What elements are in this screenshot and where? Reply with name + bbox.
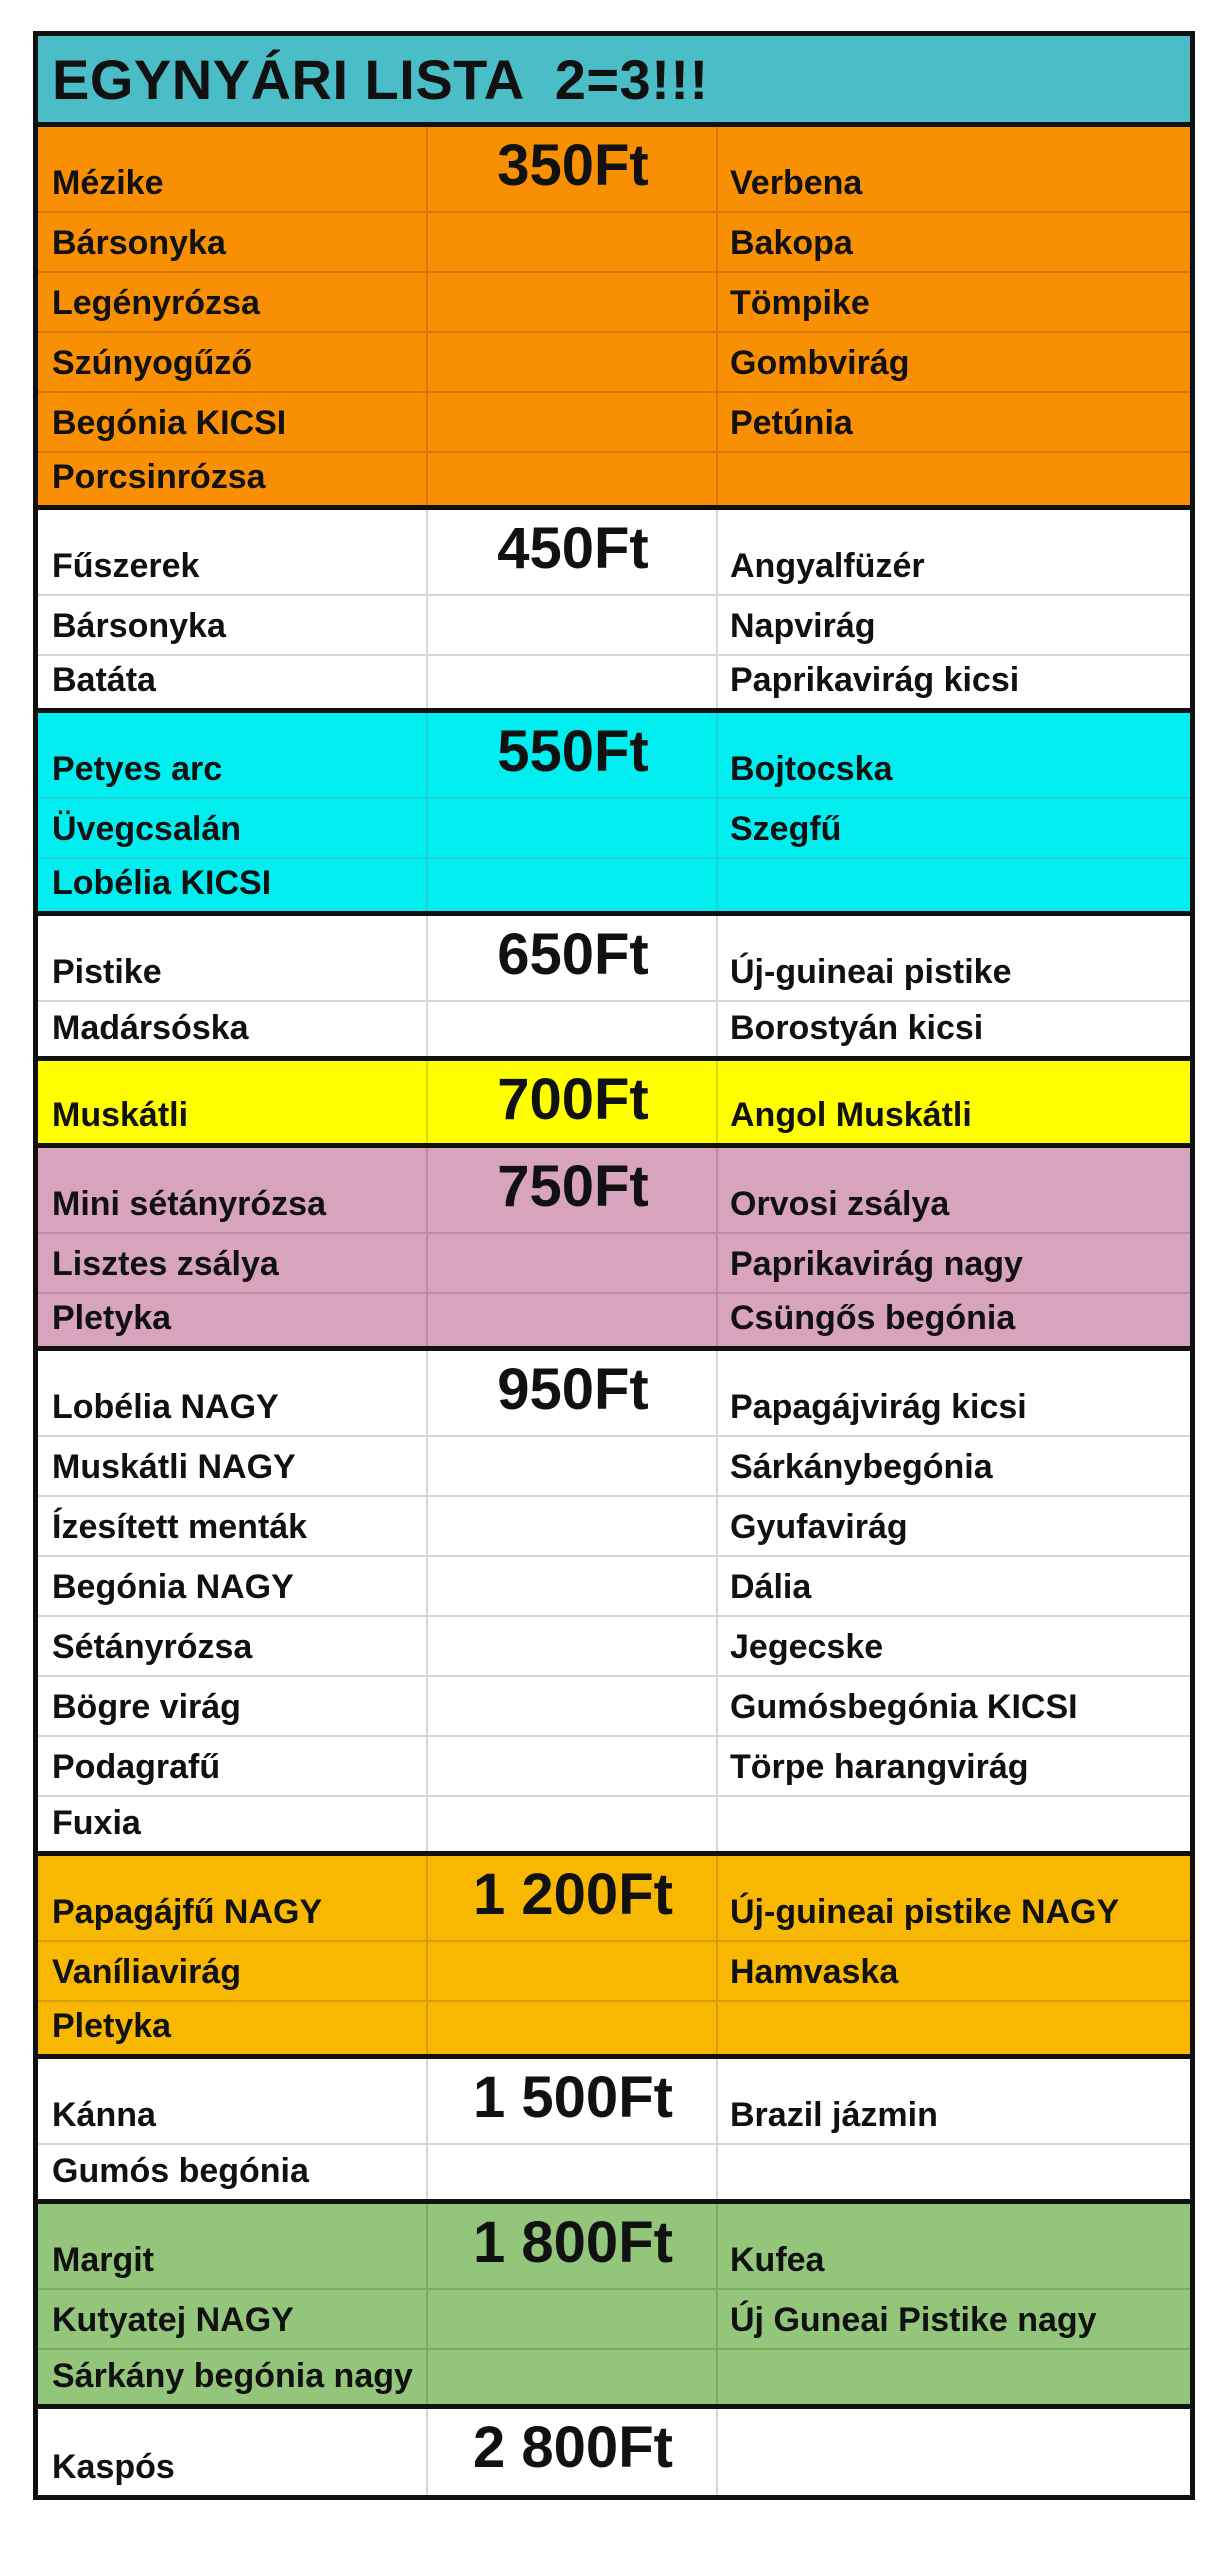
table-row [38, 1435, 1190, 1495]
price-section [38, 916, 1190, 1061]
price-column-cell [428, 656, 718, 708]
price-column-cell [428, 596, 718, 654]
table-row [38, 1615, 1190, 1675]
plant-name-left: Pletyka [38, 1294, 428, 1346]
plant-name-left: Mini sétányrózsa [38, 1148, 428, 1232]
plant-name-left: Pletyka [38, 2002, 428, 2054]
plant-name-right: Csüngős begónia [730, 1299, 1016, 1337]
price-section [38, 1856, 1190, 2059]
plant-name-right [718, 2002, 1190, 2054]
table-row [38, 510, 1190, 594]
plant-name-left: Sárkány begónia nagy [38, 2350, 428, 2404]
plant-name-left: Bögre virág [38, 1677, 428, 1735]
plant-name-left: Bársonyka [38, 596, 428, 654]
price-column-cell [428, 1497, 718, 1555]
plant-name-right: Brazil jázmin [730, 2096, 938, 2134]
price-column-cell [428, 2145, 718, 2199]
price-column-cell [428, 799, 718, 857]
price-label: 550Ft [497, 719, 649, 784]
table-row [38, 2143, 1190, 2199]
table-row [38, 1555, 1190, 1615]
plant-name-left: Madársóska [38, 1002, 428, 1056]
price-section [38, 1351, 1190, 1856]
plant-name-right: Kufea [730, 2241, 825, 2279]
plant-name-right: Borostyán kicsi [730, 1009, 984, 1047]
table-row [38, 331, 1190, 391]
plant-name-right: Dália [730, 1568, 812, 1606]
plant-name-right: Orvosi zsálya [730, 1185, 950, 1223]
table-row [38, 391, 1190, 451]
price-column-cell [428, 1677, 718, 1735]
price-column-cell [428, 127, 718, 211]
price-column-cell [428, 1856, 718, 1940]
price-section [38, 1148, 1190, 1351]
price-label: 350Ft [497, 133, 649, 198]
price-column-cell [428, 273, 718, 331]
plant-name-right: Tömpike [730, 284, 870, 322]
plant-name-left: Kaspós [38, 2409, 428, 2495]
plant-name-left: Üvegcsalán [38, 799, 428, 857]
table-row [38, 451, 1190, 505]
table-row [38, 654, 1190, 708]
table-row [38, 916, 1190, 1000]
table-row [38, 211, 1190, 271]
price-column-cell [428, 1234, 718, 1292]
price-column-cell [428, 1148, 718, 1232]
price-section [38, 510, 1190, 713]
table-row [38, 1675, 1190, 1735]
price-column-cell [428, 1617, 718, 1675]
price-label: 700Ft [497, 1067, 649, 1132]
plant-name-left: Legényrózsa [38, 273, 428, 331]
table-row [38, 1000, 1190, 1056]
price-label: 1 500Ft [473, 2065, 673, 2130]
price-column-cell [428, 2350, 718, 2404]
price-label: 650Ft [497, 922, 649, 987]
plant-name-right: Paprikavirág kicsi [730, 661, 1020, 699]
plant-name-right: Bakopa [730, 224, 853, 262]
plant-name-left: Muskátli NAGY [38, 1437, 428, 1495]
plant-name-left: Podagrafű [38, 1737, 428, 1795]
plant-name-right: Törpe harangvirág [730, 1748, 1029, 1786]
plant-name-right: Papagájvirág kicsi [730, 1388, 1027, 1426]
price-list-table [33, 31, 1195, 2500]
plant-name-right: Gyufavirág [730, 1508, 908, 1546]
price-column-cell [428, 510, 718, 594]
table-row [38, 857, 1190, 911]
table-row [38, 1061, 1190, 1143]
table-row [38, 2409, 1190, 2495]
plant-name-left: Lisztes zsálya [38, 1234, 428, 1292]
table-row [38, 1940, 1190, 2000]
plant-name-right: Paprikavirág nagy [730, 1245, 1023, 1283]
price-column-cell [428, 916, 718, 1000]
plant-name-left: Gumós begónia [38, 2145, 428, 2199]
price-column-cell [428, 1002, 718, 1056]
price-section [38, 127, 1190, 510]
table-row [38, 2348, 1190, 2404]
price-section [38, 713, 1190, 916]
plant-name-right: Új-guineai pistike [730, 953, 1012, 991]
table-row [38, 2204, 1190, 2288]
plant-name-left: Begónia KICSI [38, 393, 428, 451]
plant-name-right: Gumósbegónia KICSI [730, 1688, 1078, 1726]
plant-name-right: Gombvirág [730, 344, 910, 382]
table-row [38, 594, 1190, 654]
plant-name-left: Muskátli [38, 1061, 428, 1143]
plant-name-right [718, 2145, 1190, 2199]
plant-name-right: Angol Muskátli [730, 1096, 972, 1134]
price-label: 2 800Ft [473, 2415, 673, 2480]
plant-name-left: Porcsinrózsa [38, 453, 428, 505]
price-section [38, 2204, 1190, 2409]
plant-name-left: Fuxia [38, 1797, 428, 1851]
price-column-cell [428, 1351, 718, 1435]
plant-name-left: Batáta [38, 656, 428, 708]
price-column-cell [428, 1942, 718, 2000]
table-row [38, 1292, 1190, 1346]
plant-name-left: Petyes arc [38, 713, 428, 797]
plant-name-left: Kutyatej NAGY [38, 2290, 428, 2348]
table-row [38, 1351, 1190, 1435]
plant-name-left: Bársonyka [38, 213, 428, 271]
table-row [38, 271, 1190, 331]
list-title: EGYNYÁRI LISTA 2=3!!! [38, 36, 1190, 127]
price-section [38, 2059, 1190, 2204]
plant-name-left: Lobélia NAGY [38, 1351, 428, 1435]
table-row [38, 713, 1190, 797]
price-label: 750Ft [497, 1154, 649, 1219]
price-column-cell [428, 2059, 718, 2143]
plant-name-right: Angyalfüzér [730, 547, 925, 585]
plant-name-right: Bojtocska [730, 750, 893, 788]
price-label: 450Ft [497, 516, 649, 581]
plant-name-left: Lobélia KICSI [38, 859, 428, 911]
plant-name-left: Sétányrózsa [38, 1617, 428, 1675]
price-column-cell [428, 213, 718, 271]
table-row [38, 2059, 1190, 2143]
plant-name-left: Szúnyogűző [38, 333, 428, 391]
price-column-cell [428, 1737, 718, 1795]
plant-name-right [718, 1797, 1190, 1851]
price-column-cell [428, 1437, 718, 1495]
plant-name-left: Begónia NAGY [38, 1557, 428, 1615]
table-row [38, 1495, 1190, 1555]
plant-name-right: Jegecske [730, 1628, 884, 1666]
plant-name-right: Verbena [730, 164, 863, 202]
plant-name-left: Papagájfű NAGY [38, 1856, 428, 1940]
price-column-cell [428, 453, 718, 505]
table-row [38, 127, 1190, 211]
price-column-cell [428, 1061, 718, 1143]
plant-name-right [718, 859, 1190, 911]
price-column-cell [428, 2290, 718, 2348]
plant-name-right: Sárkánybegónia [730, 1448, 993, 1486]
price-column-cell [428, 1557, 718, 1615]
plant-name-left: Kánna [38, 2059, 428, 2143]
plant-name-right [718, 453, 1190, 505]
price-label: 1 800Ft [473, 2210, 673, 2275]
table-row [38, 1856, 1190, 1940]
table-row [38, 797, 1190, 857]
table-row [38, 1148, 1190, 1232]
plant-name-left: Ízesített menták [38, 1497, 428, 1555]
plant-name-right: Hamvaska [730, 1953, 899, 1991]
price-column-cell [428, 333, 718, 391]
plant-name-right: Új-guineai pistike NAGY [730, 1893, 1120, 1931]
plant-name-left: Mézike [38, 127, 428, 211]
plant-name-right: Napvirág [730, 607, 876, 645]
price-section [38, 1061, 1190, 1148]
price-column-cell [428, 2204, 718, 2288]
plant-name-right: Petúnia [730, 404, 853, 442]
table-row [38, 2288, 1190, 2348]
price-sections [38, 127, 1190, 2495]
plant-name-right: Új Guneai Pistike nagy [730, 2301, 1097, 2339]
price-label: 1 200Ft [473, 1862, 673, 1927]
plant-name-right [718, 2409, 1190, 2495]
price-column-cell [428, 2002, 718, 2054]
price-label: 950Ft [497, 1357, 649, 1422]
price-column-cell [428, 713, 718, 797]
table-row [38, 1795, 1190, 1851]
plant-name-right: Szegfű [730, 810, 842, 848]
table-row [38, 1232, 1190, 1292]
price-column-cell [428, 393, 718, 451]
plant-name-right [718, 2350, 1190, 2404]
plant-name-left: Margit [38, 2204, 428, 2288]
price-column-cell [428, 1797, 718, 1851]
price-section [38, 2409, 1190, 2495]
plant-name-left: Vaníliavirág [38, 1942, 428, 2000]
price-column-cell [428, 859, 718, 911]
table-row [38, 1735, 1190, 1795]
price-column-cell [428, 2409, 718, 2495]
plant-name-left: Fűszerek [38, 510, 428, 594]
table-row [38, 2000, 1190, 2054]
price-column-cell [428, 1294, 718, 1346]
plant-name-left: Pistike [38, 916, 428, 1000]
